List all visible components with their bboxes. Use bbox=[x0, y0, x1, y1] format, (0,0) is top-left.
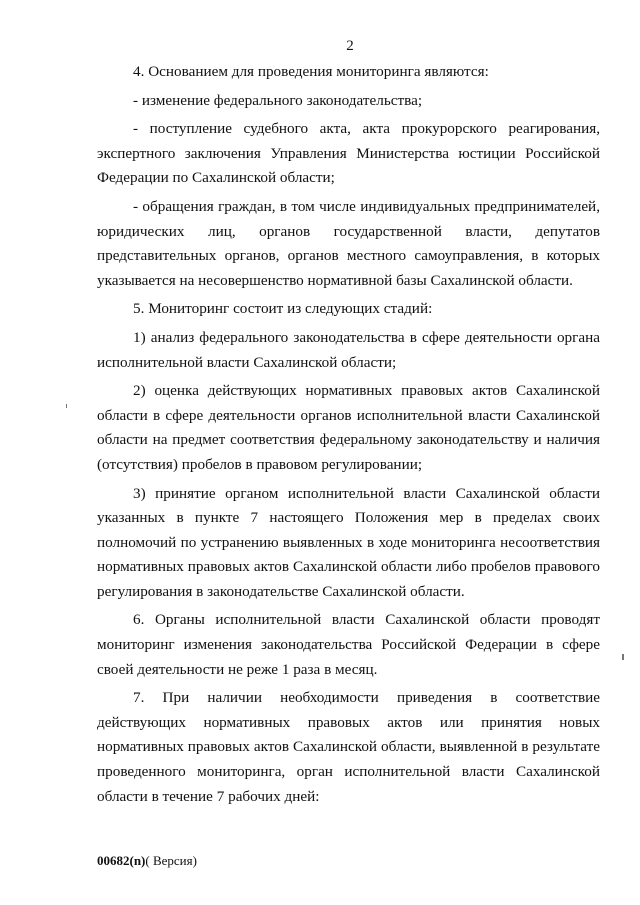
paragraph-federal-law-change: - изменение федерального законодательства; bbox=[133, 91, 423, 109]
paragraph-item-7: 7. При наличии необходимости приведения в соответствие действующих нормативных правовых актов или принятия новых нормативных правовых актов Сахалинской области, выявленной в результате проведенного мониторинга, орган исполнительной власти Сахалинской области в течение 7 рабочих дней: bbox=[97, 689, 600, 805]
paragraph-item-4: 4. Основанием для проведения мониторинга являются: bbox=[133, 63, 489, 80]
paragraph-stage-3: 3) принятие органом исполнительной власти Сахалинской области указанных в пункте 7 настоящего Положения мер в пределах своих полномочий по устранению выявленных в ходе мониторинга несоответствия нормативных правовых актов Сахалинской области либо пробелов правового регулирования в законодательстве Сахалинской области. bbox=[97, 484, 600, 600]
document-version: ( Версия) bbox=[145, 853, 197, 868]
document-body bbox=[97, 60, 600, 813]
paragraph-stage-2: 2) оценка действующих нормативных правовых актов Сахалинской области в сфере деятельности органов исполнительной власти Сахалинской области на предмет соответствия федеральному законодательству и наличия (отсутствия) пробелов в правовом регулировании; bbox=[97, 382, 600, 473]
document-code: 00682(n) bbox=[97, 853, 146, 868]
page-number: 2 bbox=[346, 38, 354, 54]
paragraph-citizen-appeals: - обращения граждан, в том числе индивидуальных предпринимателей, юридических лиц, органов государственной власти, депутатов представительных органов, органов местного самоуправления, в которых указывается на несовершенство нормативной базы Сахалинской области. bbox=[97, 197, 600, 289]
scan-speck bbox=[66, 404, 67, 408]
paragraph-item-5: 5. Мониторинг состоит из следующих стадий: bbox=[133, 300, 433, 318]
paragraph-stage-1: 1) анализ федерального законодательства в сфере деятельности органа исполнительной власти Сахалинской области; bbox=[97, 328, 600, 371]
paragraph-court-act: - поступление судебного акта, акта прокурорского реагирования, экспертного заключения Управления Министерства юстиции Российской Федерации по Сахалинской области; bbox=[97, 120, 600, 187]
document-footer bbox=[97, 853, 197, 869]
paragraph-item-6: 6. Органы исполнительной власти Сахалинской области проводят мониторинг изменения законодательства Российской Федерации в сфере своей деятельности не реже 1 раза в месяц. bbox=[97, 611, 600, 678]
scan-speck bbox=[622, 654, 624, 660]
